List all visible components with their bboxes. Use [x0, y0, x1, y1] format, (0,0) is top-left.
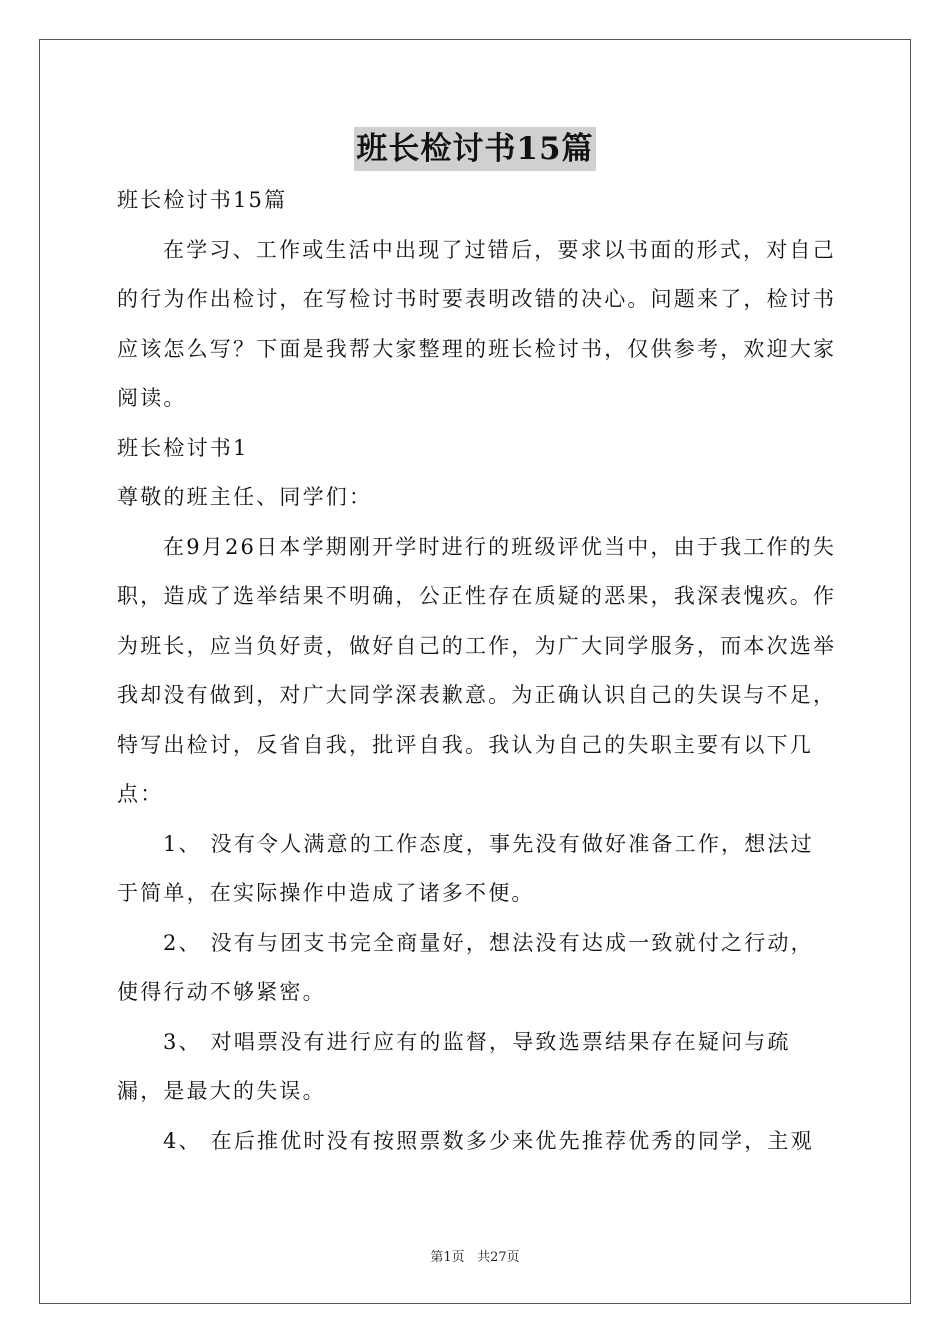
paragraph: 在9月26日本学期刚开学时进行的班级评优当中，由于我工作的失职，造成了选举结果不明确，公正性存在质疑的恶果，我深表愧疚。作为班长，应当负好责，做好自己的工作，为广大同学服务，而本次选举我却没有做到，对广大同学深表歉意。为正确认识自己的失误与不足，特写出检讨，反省自我，批评自我。我认为自己的失职主要有以下几点： — [117, 534, 837, 806]
paragraph: 班长检讨书1 — [117, 435, 249, 460]
title-container — [0, 127, 950, 171]
page-total: 共27页 — [477, 1250, 520, 1265]
page-number: 第1页 — [430, 1250, 465, 1265]
paragraph: 班长检讨书15篇 — [117, 188, 288, 212]
page-footer — [0, 1246, 950, 1265]
paragraph: 4、 在后推优时没有按照票数多少来优先推荐优秀的同学，主观 — [163, 1128, 814, 1153]
paragraph: 2、 没有与团支书完全商量好，想法没有达成一致就付之行动，使得行动不够紧密。 — [117, 930, 814, 1004]
document-body — [117, 176, 837, 1166]
paragraph: 在学习、工作或生活中出现了过错后，要求以书面的形式，对自己的行为作出检讨，在写检讨书时要表明改错的决心。问题来了，检讨书应该怎么写？下面是我帮大家整理的班长检讨书，仅供参考，欢迎大家阅读。 — [117, 237, 837, 410]
paragraph: 3、 对唱票没有进行应有的监督，导致选票结果存在疑问与疏漏，是最大的失误。 — [117, 1029, 791, 1103]
document-title: 班长检讨书15篇 — [354, 127, 595, 171]
footer-spacer — [465, 1250, 477, 1265]
paragraph: 尊敬的班主任、同学们： — [117, 485, 373, 509]
paragraph: 1、 没有令人满意的工作态度，事先没有做好准备工作，想法过于简单，在实际操作中造成了诸多不便。 — [117, 831, 814, 905]
